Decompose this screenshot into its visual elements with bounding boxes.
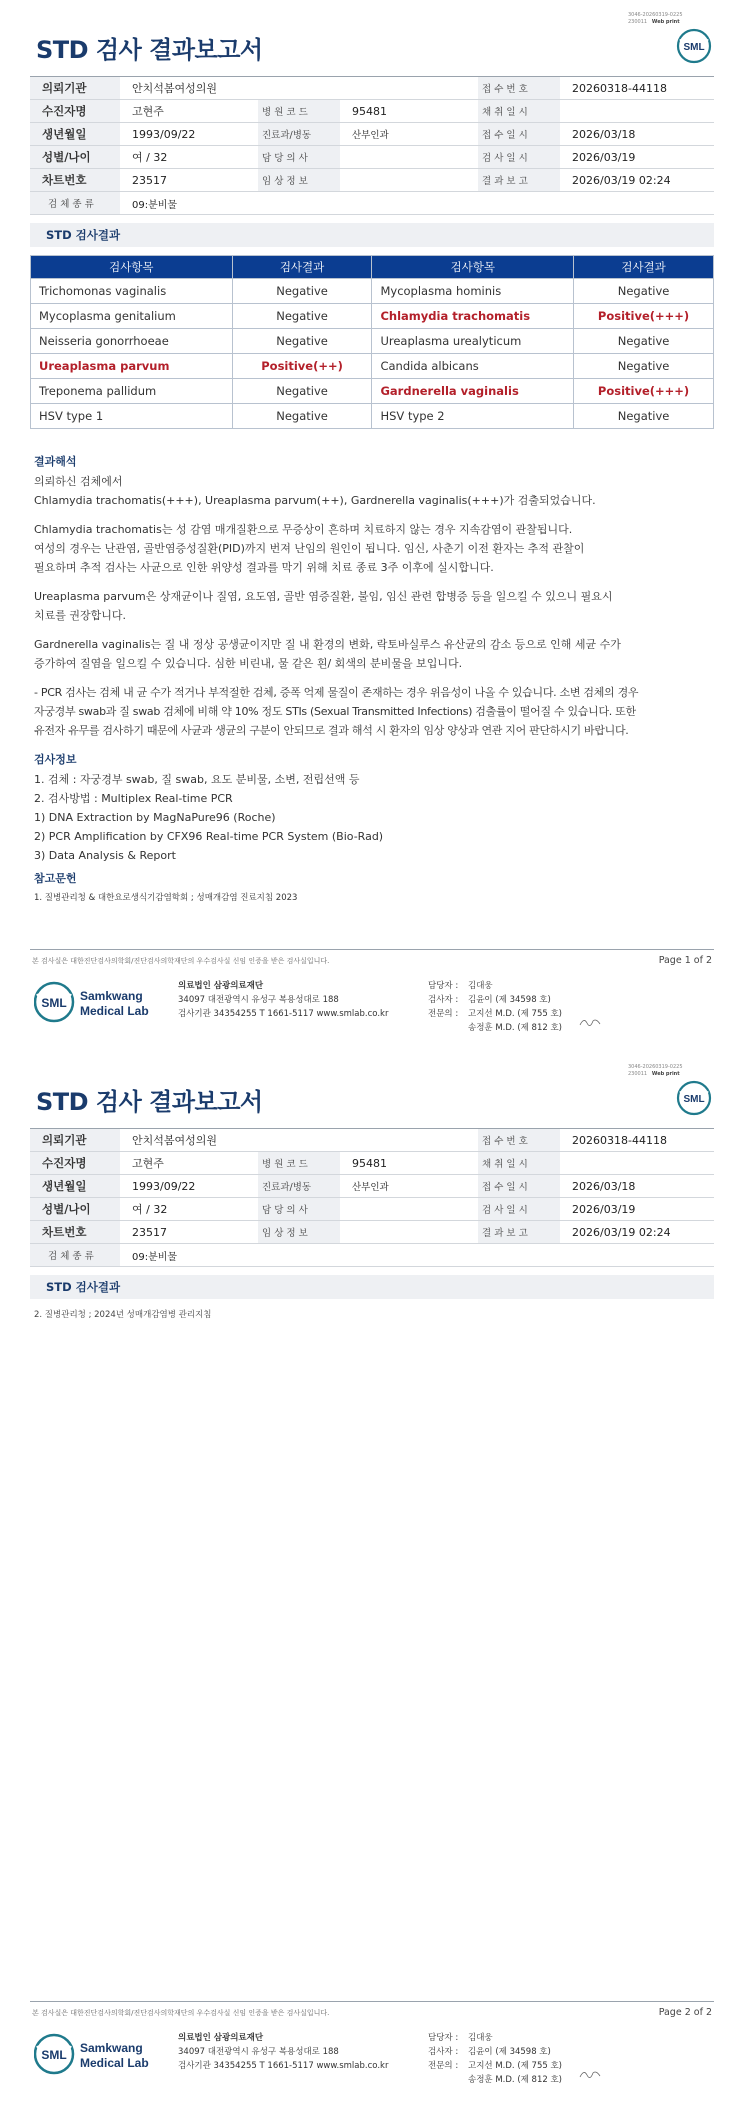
samkwang-logo-icon	[34, 2031, 154, 2077]
table-row: Neisseria gonorrhoeae Negative Ureaplasma urealyticum Negative	[31, 329, 714, 354]
organization-info: 의료법인 삼광의료재단 34097 대전광역시 유성구 복용성대로 188 검사기관 34354255 T 1661-5117 www.smlab.co.kr	[178, 2033, 389, 2071]
svg-text:Medical Lab: Medical Lab	[80, 2056, 149, 2070]
table-row: Mycoplasma genitalium Negative Chlamydia trachomatis Positive(+++)	[31, 304, 714, 329]
reference-item: 2. 질병관리청 ; 2024년 성매개감염병 관리지침	[34, 1310, 212, 1320]
svg-text:Samkwang: Samkwang	[80, 989, 143, 1003]
organization-info: 의료법인 삼광의료재단 34097 대전광역시 유성구 복용성대로 188 검사기관 34354255 T 1661-5117 www.smlab.co.kr	[178, 981, 389, 1019]
footer-divider	[30, 949, 714, 950]
info-row-specimen: 검 체 종 류 09:분비물	[30, 192, 714, 215]
info-row: 생년월일 1993/09/22 진료과/병동 산부인과 접 수 일 시 2026/03/18	[30, 1175, 714, 1198]
patient-info-table	[30, 1128, 714, 1267]
sml-logo-icon	[676, 1080, 712, 1116]
page-number: Page 2 of 2	[658, 2007, 712, 2018]
table-row: Treponema pallidum Negative Gardnerella vaginalis Positive(+++)	[31, 379, 714, 404]
info-row-specimen: 검 체 종 류 09:분비물	[30, 1244, 714, 1267]
interpretation-section: 결과해석 의뢰하신 검체에서 Chlamydia trachomatis(+++), Ureaplasma parvum(++), Gardnerella vaginalis(+++)가 검출되었습니다. Chlamydia trachomatis는 성 감염 매개질환으로 무증상이 흔하며 치료하지 않는 경우 지속감염이 관찰됩니다. 여성의 경우는 난관염, 골반염증성질환(PID)까지 번져 난임의 원인이 됩니다. 임신, 사춘기 이전 환자는 추적 관찰이 필요하며 추적 검사는 사균으로 인한 위양성 결과를 막기 위해 치료 종료 3주 이후에 실시합니다. Ureaplasma parvum은 상재균이나 질염, 요도염, 골반 염증질환, 불임, 임신 관련 합병증 등을 일으킬 수 있으니 필요시 치료를 권장합니다. Gardnerella vaginalis는 질 내 정상 공생균이지만 질 내 환경의 변화, 락토바실루스 유산균의 감소 등으로 인해 세균 수가 증가하여 질염을 일으킬 수 있습니다. 심한 비린내, 물 같은 흰/ 회색의 분비물을 보입니다. - PCR 검사는 검체 내 균 수가 적거나 부적절한 검체, 증폭 억제 물질이 존재하는 경우 위음성이 나올 수 있습니다. 소변 검체의 경우 자궁경부 swab과 질 swab 검체에 비해 약 10% 정도 STIs (Sexual Transmitted Infections) 검출률이 떨어질 수 있습니다. 또한 유전자 유무를 검사하기 때문에 사균과 생균의 구분이 안되므로 결과 해석 시 환자의 임상 양상과 연관 지어 판단하시기 바랍니다. 검사정보 1. 검체 : 자궁경부 swab, 질 swab, 요도 분비물, 소변, 전립선액 등 2. 검사방법 : Multiplex Real-time PCR 1) DNA Extraction by MagNaPure96 (Roche) 2) PCR Amplification by CFX96 Real-time PCR System (Bio-Rad) 3) Data Analysis & Report 참고문헌 1. 질병관리청 & 대한요로생식기감염학회 ; 성매개감염 진료지침 2023	[34, 452, 710, 908]
accreditation-note: 본 검사실은 대한진단검사의학회/진단검사의학재단의 우수검사실 신임 인증을 받은 검사실입니다.	[32, 957, 330, 965]
signatories: 담당자 : 김대웅 검사자 : 김윤이 (제 34598 호) 전문의 : 고지선 M.D. (제 755 호) 송정훈 M.D. (제 812 호)	[428, 2033, 563, 2085]
accreditation-note: 본 검사실은 대한진단검사의학회/진단검사의학재단의 우수검사실 신임 인증을 받은 검사실입니다.	[32, 2009, 330, 2017]
table-row: Trichomonas vaginalis Negative Mycoplasma hominis Negative	[31, 279, 714, 304]
report-page-2	[0, 1052, 744, 2104]
info-row: 차트번호 23517 임 상 정 보 결 과 보 고 2026/03/19 02:24	[30, 169, 714, 192]
info-row: 성별/나이 여 / 32 담 당 의 사 검 사 일 시 2026/03/19	[30, 146, 714, 169]
info-row: 차트번호 23517 임 상 정 보 결 과 보 고 2026/03/19 02:24	[30, 1221, 714, 1244]
info-row: 생년월일 1993/09/22 진료과/병동 산부인과 접 수 일 시 2026/03/18	[30, 123, 714, 146]
svg-text:Samkwang: Samkwang	[80, 2041, 143, 2055]
info-row: 의뢰기관 안치석봄여성의원 접 수 번 호 20260318-44118	[30, 1129, 714, 1152]
info-row: 의뢰기관 안치석봄여성의원 접 수 번 호 20260318-44118	[30, 77, 714, 100]
document-id: 3046-20260319-0225 230011 Web print	[628, 12, 683, 25]
page-title: STD 검사 결과보고서	[36, 36, 263, 64]
svg-text:Medical Lab: Medical Lab	[80, 1004, 149, 1018]
info-row: 성별/나이 여 / 32 담 당 의 사 검 사 일 시 2026/03/19	[30, 1198, 714, 1221]
test-info-heading: 검사정보	[34, 753, 77, 766]
info-row: 수진자명 고현주 병 원 코 드 95481 채 취 일 시	[30, 1152, 714, 1175]
section-title: STD 검사결과	[30, 1275, 714, 1299]
page-number: Page 1 of 2	[658, 955, 712, 966]
svg-text:SML: SML	[41, 2048, 67, 2062]
signatories: 담당자 : 김대웅 검사자 : 김윤이 (제 34598 호) 전문의 : 고지선 M.D. (제 755 호) 송정훈 M.D. (제 812 호)	[428, 981, 563, 1033]
signature-icon	[578, 2067, 602, 2081]
svg-text:SML: SML	[683, 42, 705, 53]
page-title: STD 검사 결과보고서	[36, 1088, 263, 1116]
svg-text:SML: SML	[41, 996, 67, 1010]
document-id: 3046-20260319-0225 230011 Web print	[628, 1064, 683, 1077]
interpretation-heading: 결과해석	[34, 455, 77, 468]
samkwang-logo-icon	[34, 979, 154, 1025]
patient-info-table	[30, 76, 714, 215]
sml-logo-icon	[676, 28, 712, 64]
signature-icon	[578, 1015, 602, 1029]
table-row: HSV type 1 Negative HSV type 2 Negative	[31, 404, 714, 429]
results-table	[30, 255, 714, 429]
references-heading: 참고문헌	[34, 872, 77, 885]
footer-divider	[30, 2001, 714, 2002]
table-row: Ureaplasma parvum Positive(++) Candida albicans Negative	[31, 354, 714, 379]
info-row: 수진자명 고현주 병 원 코 드 95481 채 취 일 시	[30, 100, 714, 123]
section-title: STD 검사결과	[30, 223, 714, 247]
results-header-row: 검사항목 검사결과 검사항목 검사결과	[31, 256, 714, 279]
svg-text:SML: SML	[683, 1094, 705, 1105]
